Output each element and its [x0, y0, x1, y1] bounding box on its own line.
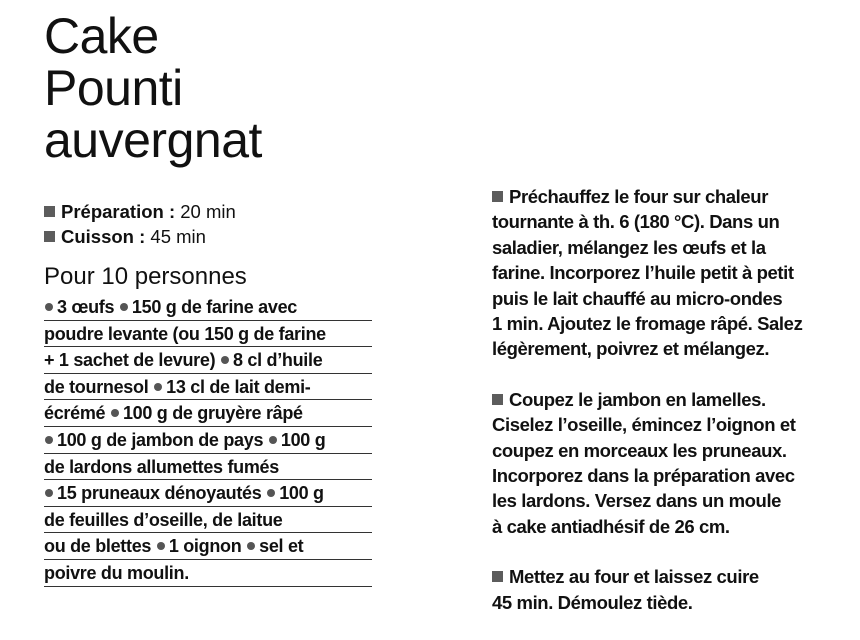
instruction-line: [492, 514, 832, 539]
ingredient-text: 100 g de jambon de pays: [57, 429, 264, 450]
instruction-line: [492, 260, 832, 285]
ingredient-line: [44, 507, 372, 534]
ingredient-line: [44, 560, 372, 587]
recipe-title: [44, 10, 262, 166]
instruction-line: [492, 235, 832, 260]
instruction-line: [492, 438, 832, 463]
prep-time-value: 20 min: [175, 201, 236, 222]
dot-bullet-icon: [267, 489, 275, 497]
instruction-line: [492, 311, 832, 336]
square-bullet-icon: [492, 394, 503, 405]
ingredient-line: [44, 480, 372, 507]
dot-bullet-icon: [45, 489, 53, 497]
ingredient-line: [44, 454, 372, 481]
instruction-line: [492, 184, 832, 209]
instruction-text: à cake antiadhésif de 26 cm.: [492, 515, 730, 537]
ingredient-text: ou de blettes: [44, 536, 152, 557]
ingredient-text: + 1 sachet de levure): [44, 350, 216, 371]
ingredient-text: 100 g de gruyère râpé: [122, 403, 303, 424]
instruction-line: [492, 463, 832, 488]
instruction-step: [492, 387, 832, 539]
instruction-text: coupez en morceaux les pruneaux.: [492, 439, 787, 461]
ingredient-text: de lardons allumettes fumés: [44, 456, 279, 477]
dot-bullet-icon: [247, 542, 255, 550]
ingredients-list: [44, 294, 372, 587]
ingredient-text: 13 cl de lait demi-: [166, 376, 311, 397]
servings-heading: Pour 10 personnes: [44, 263, 247, 290]
square-bullet-icon: [492, 571, 503, 582]
ingredient-text: écrémé: [44, 403, 106, 424]
instruction-step: [492, 184, 832, 362]
dot-bullet-icon: [45, 436, 53, 444]
ingredient-text: de tournesol: [44, 376, 149, 397]
instruction-text: saladier, mélangez les œufs et la: [492, 236, 766, 258]
ingredient-line: [44, 533, 372, 560]
instruction-line: [492, 387, 832, 412]
square-bullet-icon: [44, 231, 55, 242]
instruction-line: [492, 564, 832, 589]
ingredient-text: poivre du moulin.: [44, 562, 189, 583]
ingredient-line: [44, 427, 372, 454]
dot-bullet-icon: [221, 356, 229, 364]
instruction-text: tournante à th. 6 (180 °C). Dans un: [492, 211, 780, 233]
ingredient-line: [44, 321, 372, 348]
ingredient-text: 1 oignon: [168, 536, 242, 557]
recipe-title-line: Pounti: [44, 60, 183, 116]
recipe-title-line: Cake: [44, 8, 159, 64]
ingredient-text: 150 g de farine avec: [131, 297, 298, 317]
ingredient-line: [44, 294, 372, 321]
prep-time: [44, 199, 236, 224]
dot-bullet-icon: [111, 409, 119, 417]
ingredient-line: [44, 400, 372, 427]
instruction-text: puis le lait chauffé au micro-ondes: [492, 287, 783, 309]
instruction-line: [492, 590, 832, 615]
cook-time-value: 45 min: [145, 226, 206, 247]
cook-time: [44, 224, 236, 249]
prep-time-label: Préparation :: [61, 201, 176, 222]
instruction-text: 45 min. Démoulez tiède.: [492, 591, 693, 613]
instruction-text: Préchauffez le four sur chaleur: [509, 186, 769, 207]
ingredient-text: sel et: [259, 536, 304, 557]
ingredient-text: 100 g: [280, 429, 326, 450]
instruction-line: [492, 209, 832, 234]
instruction-line: [492, 286, 832, 311]
dot-bullet-icon: [154, 383, 162, 391]
instruction-step: [492, 564, 832, 615]
dot-bullet-icon: [120, 303, 128, 311]
ingredient-line: [44, 374, 372, 401]
instruction-line: [492, 336, 832, 361]
recipe-title-line: auvergnat: [44, 112, 262, 168]
dot-bullet-icon: [157, 542, 165, 550]
instruction-text: Mettez au four et laissez cuire: [509, 566, 759, 588]
ingredient-text: de feuilles d’oseille, de laitue: [44, 509, 283, 530]
recipe-meta: [44, 199, 236, 249]
ingredient-text: poudre levante (ou 150 g de farine: [44, 323, 326, 344]
dot-bullet-icon: [45, 303, 53, 311]
ingredient-text: 100 g: [279, 483, 324, 504]
instruction-text: les lardons. Versez dans un moule: [492, 490, 782, 512]
instruction-line: [492, 488, 832, 513]
instruction-text: Ciselez l’oseille, émincez l’oignon et: [492, 414, 796, 436]
ingredient-line: [44, 347, 372, 374]
ingredient-text: 3 œufs: [57, 297, 115, 317]
instruction-text: 1 min. Ajoutez le fromage râpé. Salez: [492, 313, 803, 335]
square-bullet-icon: [44, 206, 55, 217]
instructions: [492, 184, 832, 640]
instruction-text: Coupez le jambon en lamelles.: [509, 388, 766, 410]
instruction-text: Incorporez dans la préparation avec: [492, 465, 795, 487]
instruction-text: légèrement, poivrez et mélangez.: [492, 338, 770, 360]
dot-bullet-icon: [269, 436, 277, 444]
ingredient-text: 15 pruneaux dénoyautés: [57, 483, 262, 504]
ingredient-text: 8 cl d’huile: [233, 350, 323, 371]
square-bullet-icon: [492, 191, 503, 202]
instruction-line: [492, 412, 832, 437]
instruction-text: farine. Incorporez l’huile petit à petit: [492, 262, 794, 284]
cook-time-label: Cuisson :: [61, 226, 146, 247]
